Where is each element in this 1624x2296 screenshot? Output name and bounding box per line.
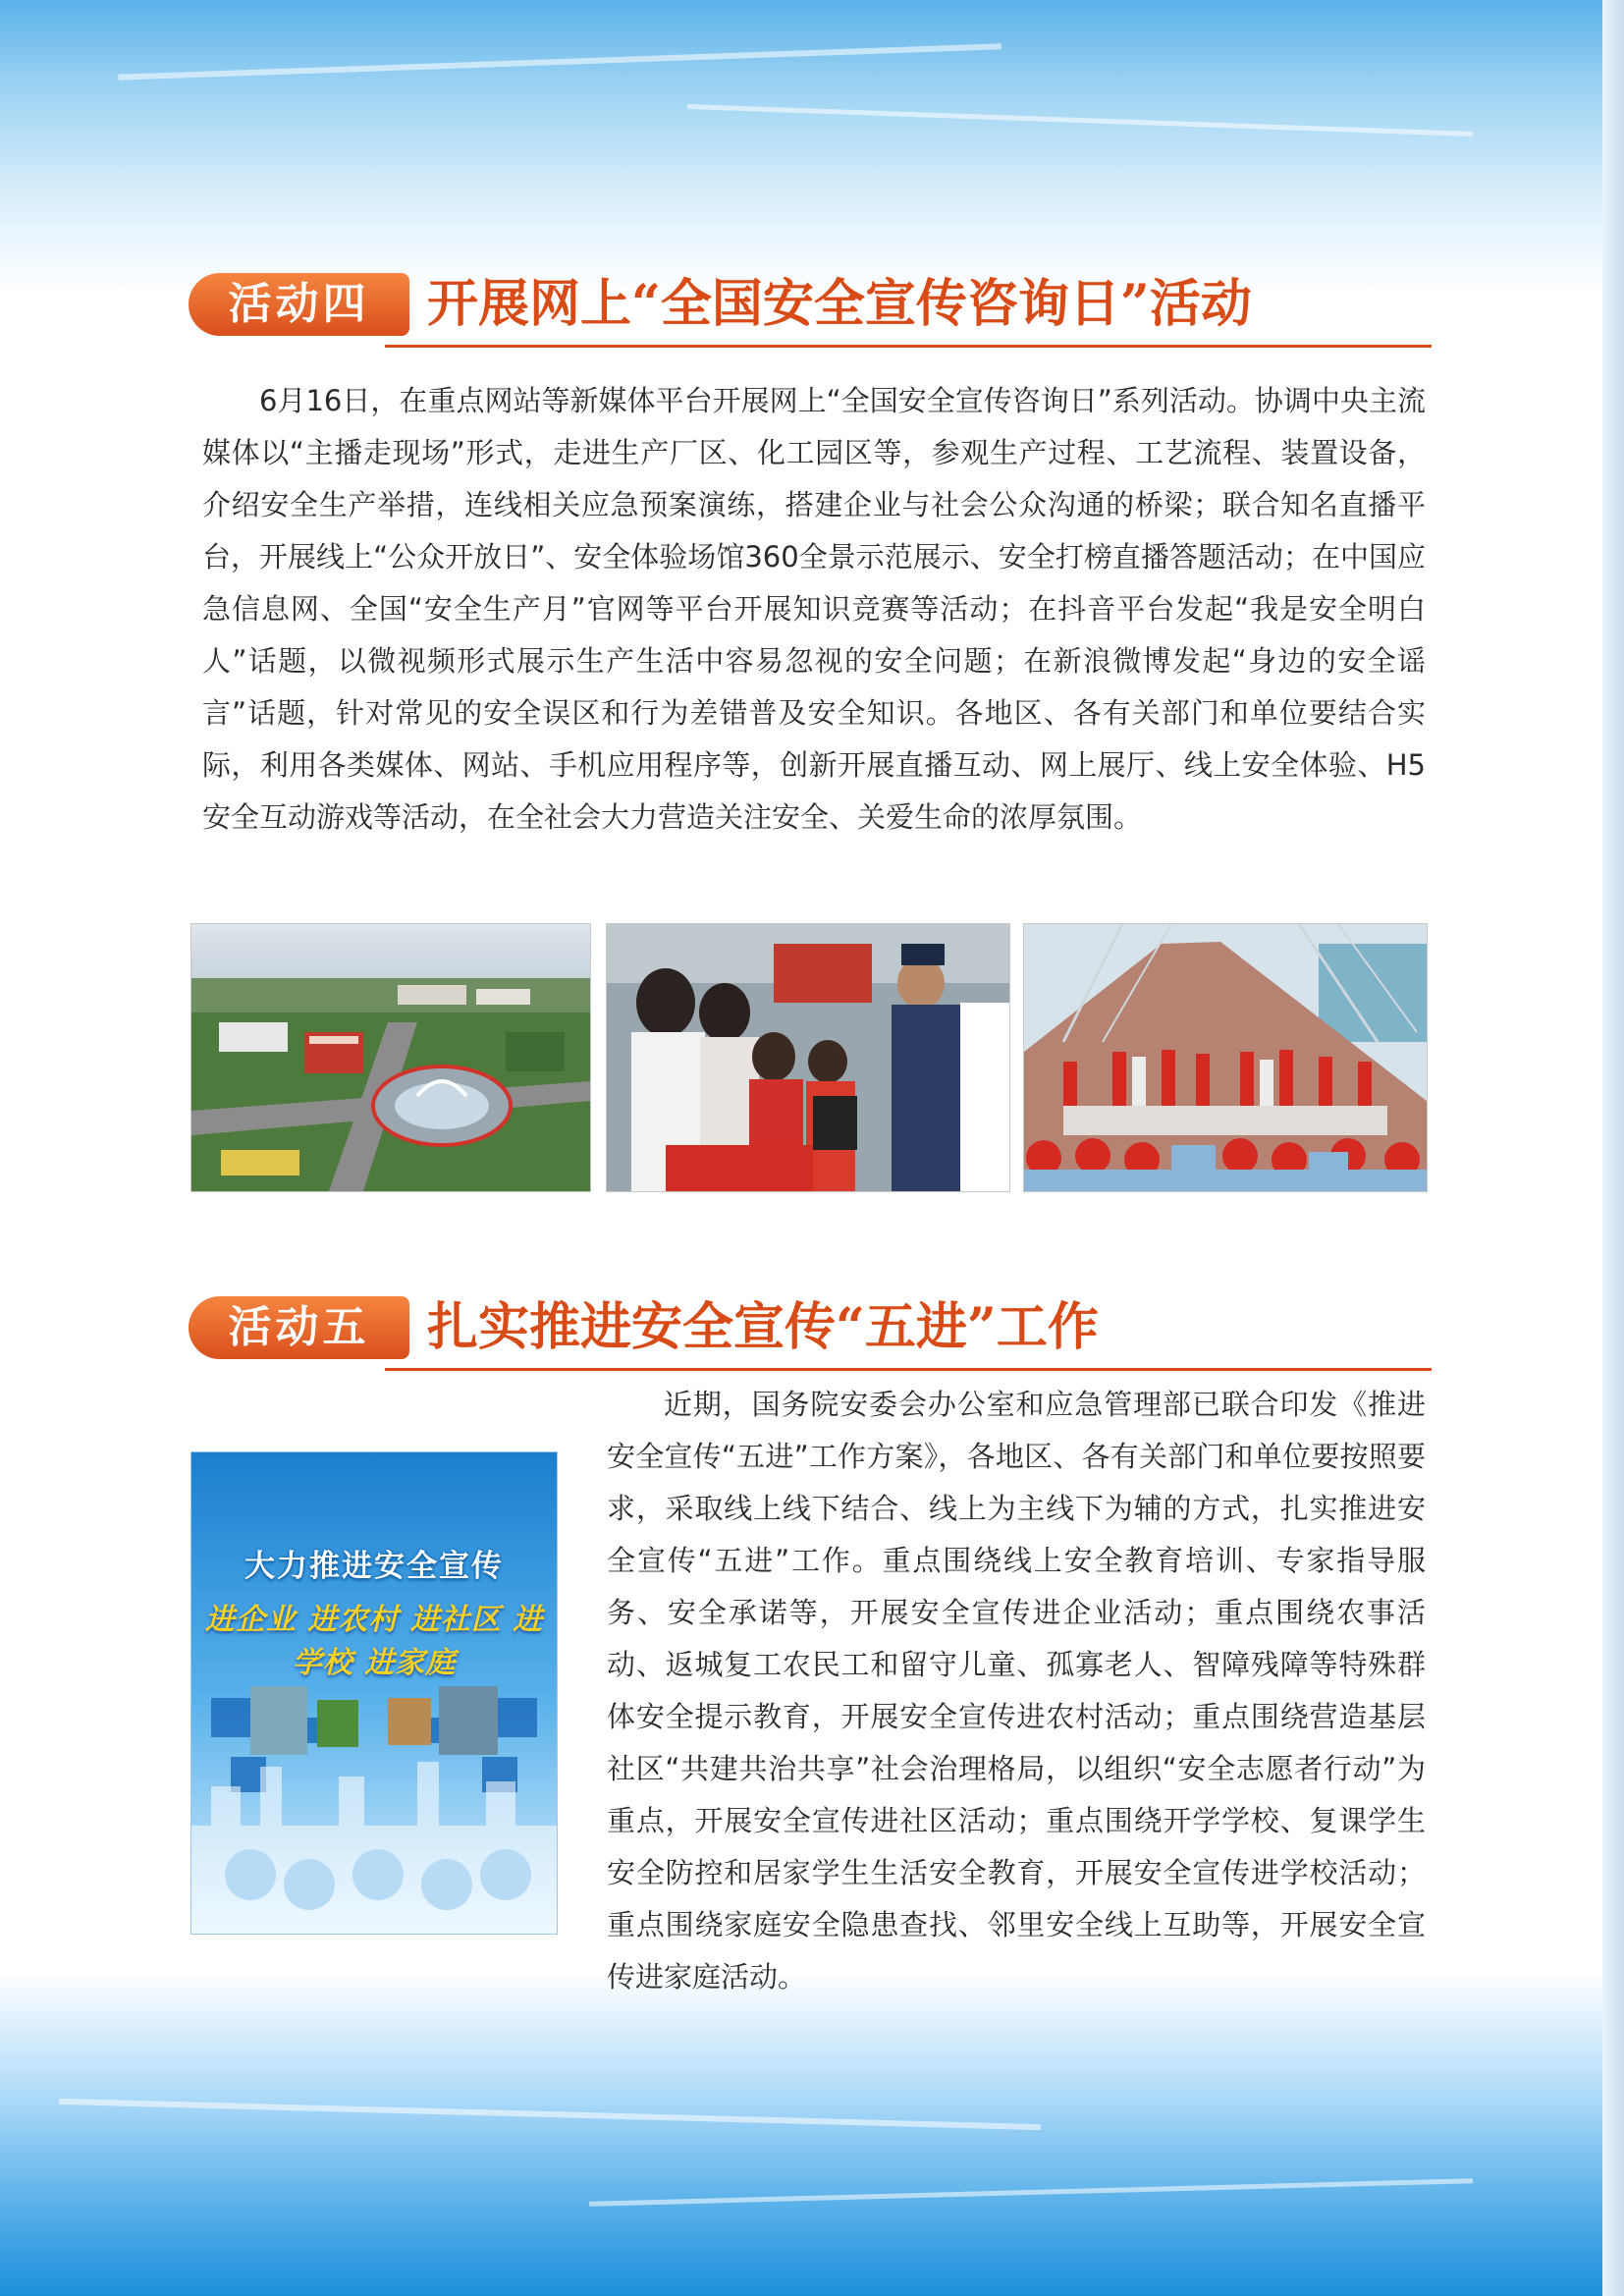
aerial-city-illustration: [191, 924, 590, 1191]
poster-subline: 进企业 进农村 进社区 进学校 进家庭: [204, 1603, 544, 1680]
poster-illustration: [191, 1452, 557, 1934]
five-entries-poster: [190, 1451, 558, 1935]
section-5-badge: 活动五: [189, 1296, 409, 1359]
section-4-badge: 活动四: [189, 273, 409, 336]
page-edge: [1602, 0, 1624, 2296]
fire-equipment-crowd-photo: [606, 923, 1010, 1192]
section-5-body: 近期，国务院安委会办公室和应急管理部已联合印发《推进安全宣传“五进”工作方案》，各地区、各有关部门和单位要按照要求，采取线上线下结合、线上为主线下为辅的方式，扎实推进安全宣传“五进”工作。重点围绕线上安全教育培训、专家指导服务、安全承诺等，开展安全宣传进企业活动；重点围绕农事活动、返城复工农民工和留守儿童、孤寡老人、智障残障等特殊群体安全提示教育，开展安全宣传进农村活动；重点围绕营造基层社区“共建共治共享”社会治理格局，以组织“安全志愿者行动”为重点，开展安全宣传进社区活动；重点围绕开学学校、复课学生安全防控和居家学生生活安全教育，开展安全宣传进学校活动；重点围绕家庭安全隐患查找、邻里安全线上互助等，开展安全宣传进家庭活动。: [607, 1388, 1426, 1994]
section-4-underline: [385, 345, 1432, 348]
section-5-header: [189, 1288, 1432, 1367]
section-4-header: [189, 265, 1432, 344]
bottom-sky-banner: [0, 1972, 1624, 2296]
section-4-body: 6月16日，在重点网站等新媒体平台开展网上“全国安全宣传咨询日”系列活动。协调中央主流媒体以“主播走现场”形式，走进生产厂区、化工园区等，参观生产过程、工艺流程、装置设备，介绍安全生产举措，连线相关应急预案演练，搭建企业与社会公众沟通的桥梁；联合知名直播平台，开展线上“公众开放日”、安全体验场馆360全景示范展示、安全打榜直播答题活动；在中国应急信息网、全国“安全生产月”官网等平台开展知识竞赛等活动；在抖音平台发起“我是安全明白人”话题，以微视频形式展示生产生活中容易忽视的安全问题；在新浪微博发起“身边的安全谣言”话题，针对常见的安全误区和行为差错普及安全知识。各地区、各有关部门和单位要结合实际，利用各类媒体、网站、手机应用程序等，创新开展直播互动、网上展厅、线上安全体验、H5安全互动游戏等活动，在全社会大力营造关注安全、关爱生命的浓厚氛围。: [202, 384, 1426, 834]
poster-headline: 大力推进安全宣传: [244, 1549, 504, 1584]
bridge-performance-photo: [1023, 923, 1428, 1192]
section-5-title: 扎实推进安全宣传“五进”工作: [427, 1297, 1099, 1357]
aerial-city-photo: [190, 923, 591, 1192]
section-5-underline: [385, 1368, 1432, 1371]
crowd-illustration: [607, 924, 1009, 1191]
bridge-stage-illustration: [1024, 924, 1427, 1191]
top-sky-banner: [0, 0, 1624, 295]
section-4-title: 开展网上“全国安全宣传咨询日”活动: [427, 274, 1252, 334]
